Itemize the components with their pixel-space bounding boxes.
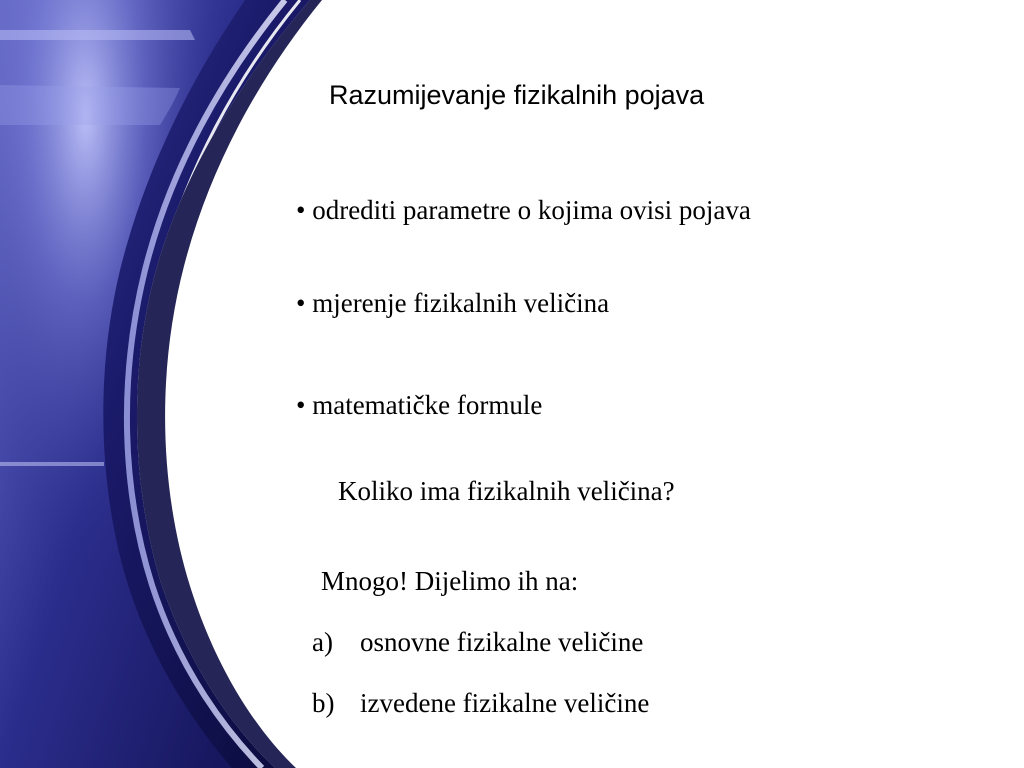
list-item-text: osnovne fizikalne veličine: [360, 627, 644, 657]
bullet-symbol: •: [296, 195, 306, 225]
list-marker: a): [312, 627, 333, 657]
list-item-a: [312, 627, 643, 658]
list-marker: b): [312, 688, 335, 718]
bullet-item: [296, 390, 542, 421]
bullet-symbol: •: [296, 390, 306, 420]
bullet-symbol: •: [296, 288, 306, 318]
bullet-item: [296, 195, 751, 226]
answer-text: Mnogo! Dijelimo ih na:: [321, 566, 579, 596]
bullet-text: odrediti parametre o kojima ovisi pojava: [312, 195, 751, 225]
bullet-text: matematičke formule: [312, 390, 543, 420]
list-item-text: izvedene fizikalne veličine: [360, 688, 650, 718]
question-text: Koliko ima fizikalnih veličina?: [338, 476, 675, 506]
bullet-item: [296, 288, 609, 319]
bullet-text: mjerenje fizikalnih veličina: [312, 288, 610, 318]
slide-title: Razumijevanje fizikalnih pojava: [329, 80, 705, 110]
list-item-b: [312, 688, 649, 719]
